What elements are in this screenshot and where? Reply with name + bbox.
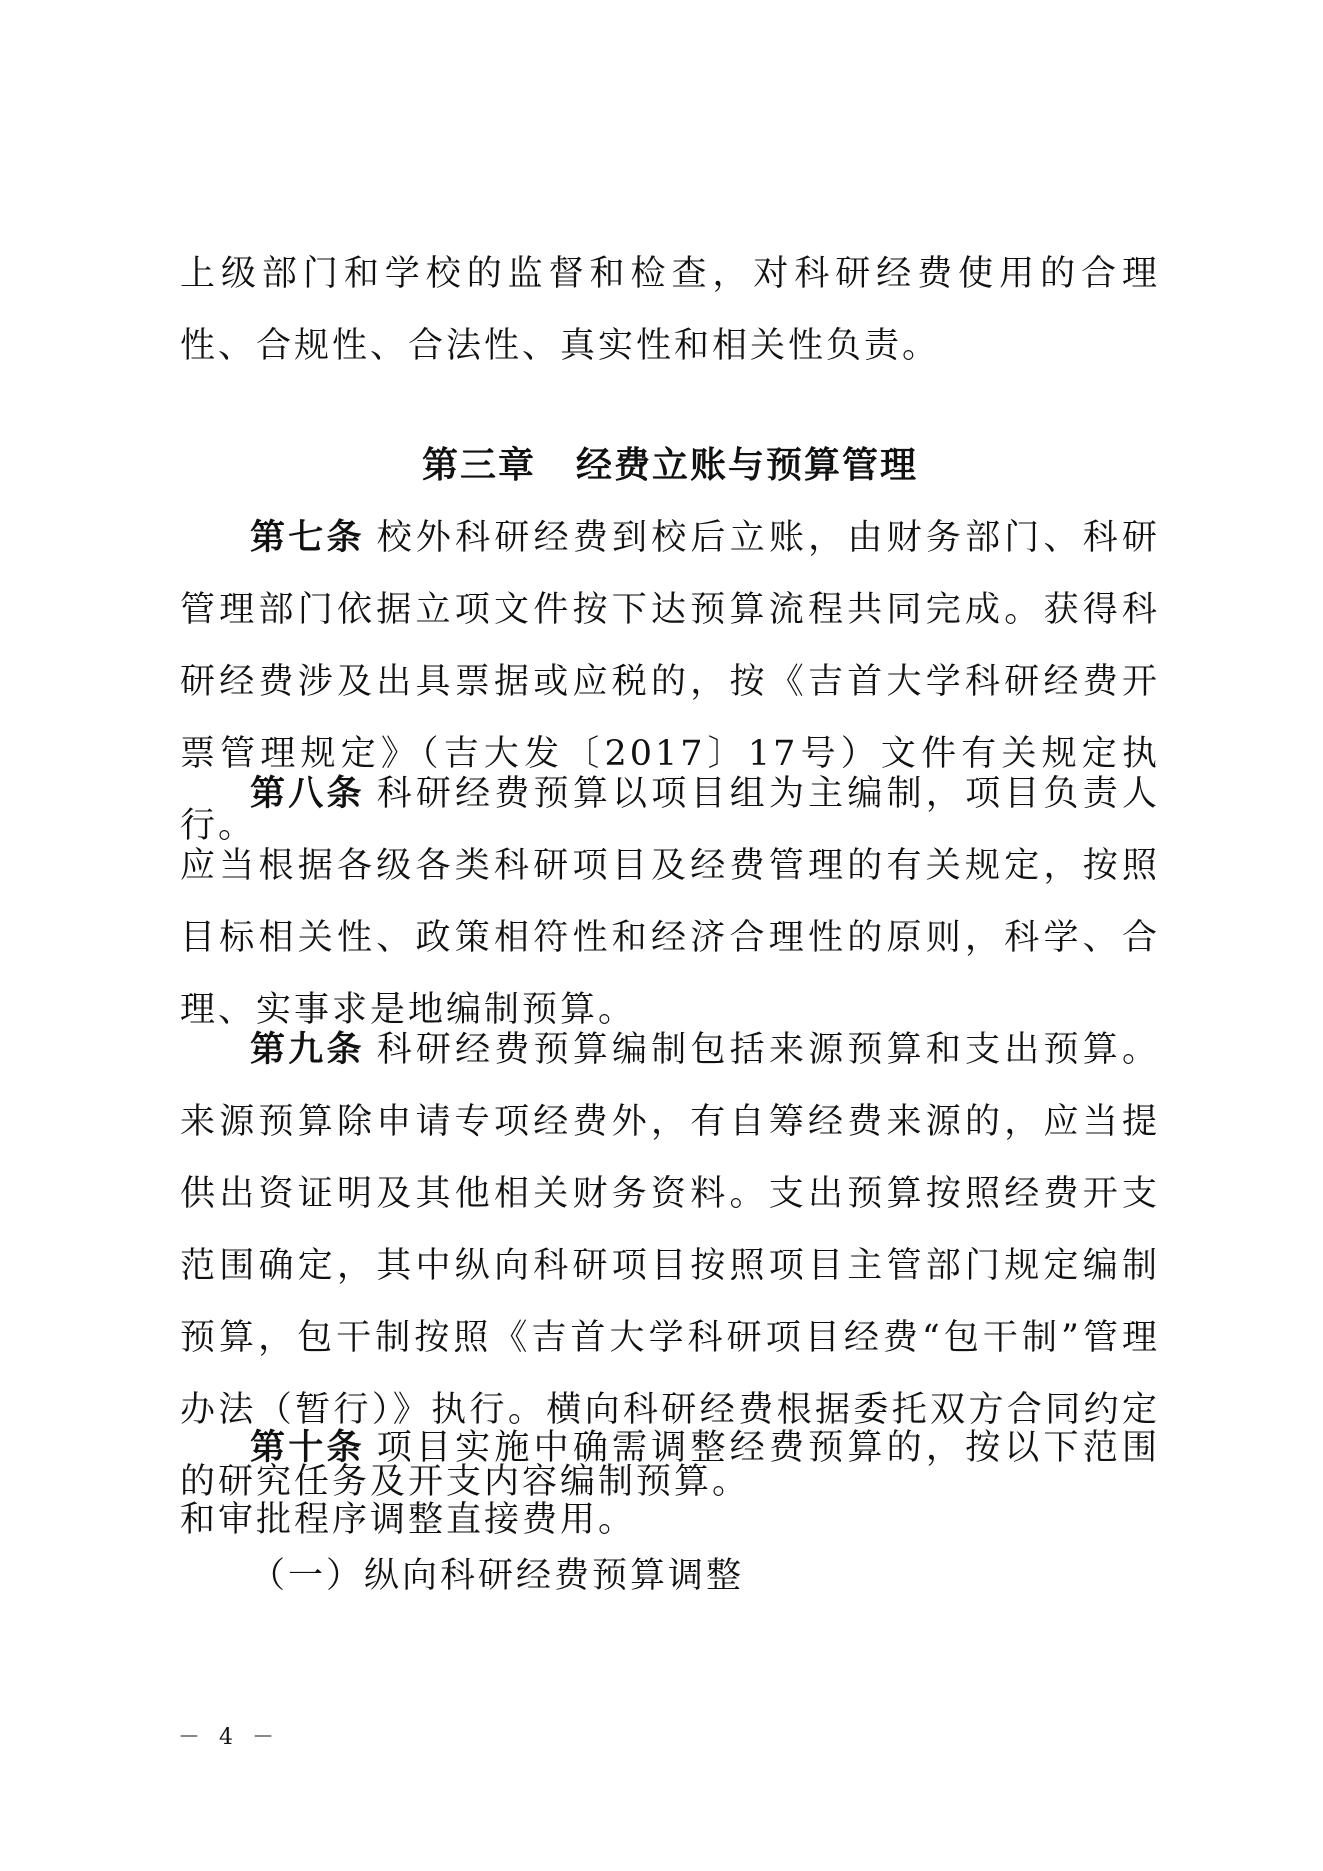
article-text: 项目实施中确需调整经费预算的，按以下范围和审批程序调整直接费用。 [180, 1428, 1160, 1540]
article-text: 科研经费预算编制包括来源预算和支出预算。来源预算除申请专项经费外，有自筹经费来源的，应当提供出资证明及其他相关财务资料。支出预算按照经费开支范围确定，其中纵向科研项目按照项目主管部门规定编制预算，包干制按照《吉首大学科研项目经费“包干制”管理办法（暂行）》执行。横向科研经费根据委托双方合同约定的研究任务及开支内容编制预算。 [180, 1030, 1160, 1502]
article-10 [180, 1412, 1160, 1556]
chapter-title-text: 经费立账与预算管理 [576, 445, 919, 486]
page-number: － 4 － [178, 1725, 280, 1750]
article-label: 第七条 [250, 518, 365, 558]
intro-paragraph: 上级部门和学校的监督和检查，对科研经费使用的合理性、合规性、合法性、真实性和相关性负责。 [180, 254, 1160, 366]
article-label: 第十条 [250, 1428, 365, 1468]
chapter-heading [180, 430, 1160, 502]
article-text: 校外科研经费到校后立账，由财务部门、科研管理部门依据立项文件按下达预算流程共同完成。获得科研经费涉及出具票据或应税的，按《吉首大学科研经费开票管理规定》（吉大发〔2017〕17号）文件有关规定执行。 [180, 518, 1160, 846]
article-label: 第九条 [250, 1030, 365, 1070]
article-8 [180, 758, 1160, 1046]
sub-item-heading: （一）纵向科研经费预算调整 [250, 1556, 745, 1596]
article-label: 第八条 [250, 774, 365, 814]
article-text: 科研经费预算以项目组为主编制，项目负责人应当根据各级各类科研项目及经费管理的有关规定，按照目标相关性、政策相符性和经济合理性的原则，科学、合理、实事求是地编制预算。 [180, 774, 1160, 1030]
chapter-number: 第三章 [421, 445, 536, 486]
